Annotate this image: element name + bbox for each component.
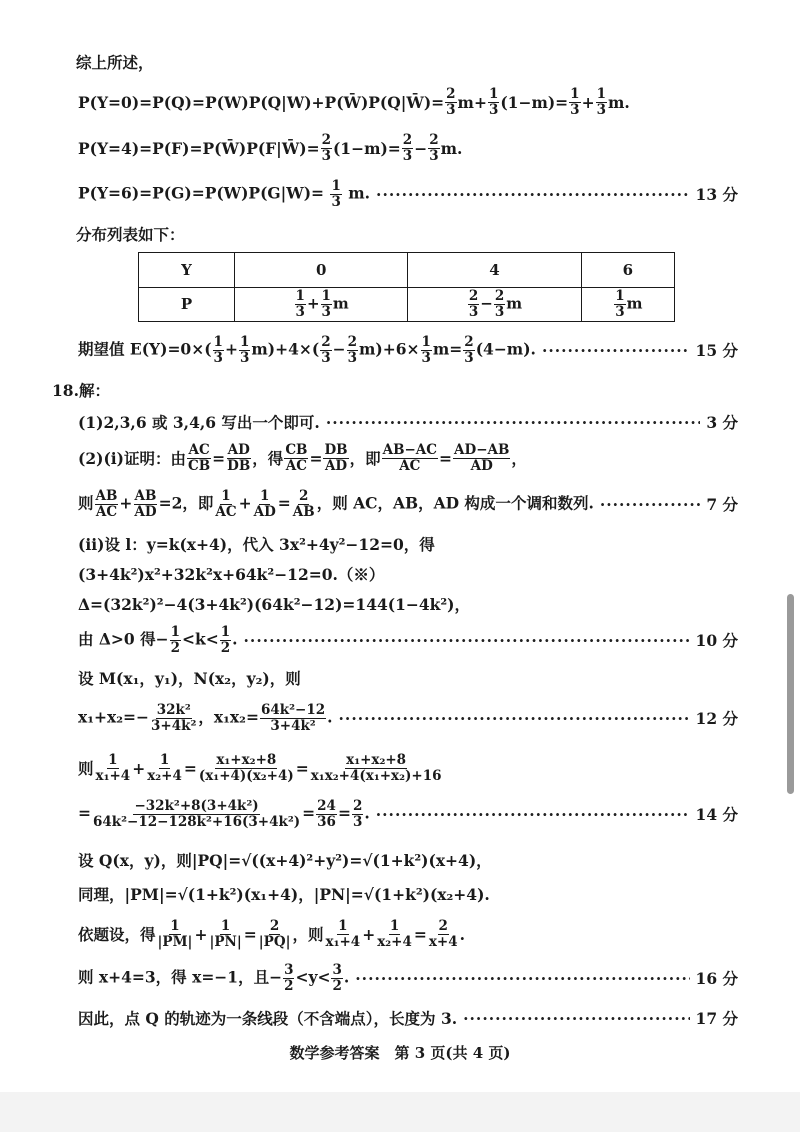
score-label: 15 分 (695, 341, 738, 360)
score-label: 7 分 (706, 495, 738, 514)
fraction: $\frac{1}{3}$ (596, 85, 606, 118)
score-label: 16 分 (695, 969, 738, 988)
conclusion-line: 因此，点 Q 的轨迹为一条线段（不含端点），长度为 3. ····· 17 分 (78, 998, 738, 1038)
harmonic-line: 则 $\frac{AB}{AC}$ + $\frac{AB}{AD}$ =2，即 $\frac{1}{AC}$ + $\frac{1}{AD}$ = $\frac{2}{AB}$ ，则 AC，AB，AD 构成一个调和数列. ····· 7 分 (78, 484, 738, 524)
score-label: 13 分 (695, 185, 738, 204)
p-y6-line: P(Y=6)=P(G)=P(W)P(G|W)= $\frac{1}{3}$ m. ····· 13 分 (78, 174, 738, 214)
sum-line-2: = $\frac{\text{−32k²+8(3+4k²)}}{\text{64k²−12−128k²+16(3+4k²)}}$ = $\frac{24}{36}$ = $\frac{2}{3}$ . ····· 14 分 (78, 794, 738, 834)
leader-dots (326, 413, 700, 432)
equation-star-line: (3+4k²)x²+32k²x+64k²−12=0.（※） (78, 565, 385, 584)
leader-dots (339, 709, 690, 728)
score-label: 17 分 (695, 1009, 738, 1028)
fraction: $\frac{1}{3}$ (488, 85, 499, 118)
leader-dots (542, 341, 690, 360)
pm-pn-line: 同理，|PM|=√(1+k²)(x₁+4)，|PN|=√(1+k²)(x₂+4). (78, 885, 490, 904)
fraction: $\frac{2}{3}$ (402, 131, 413, 164)
fraction: $\frac{2}{3}$ (446, 85, 456, 118)
delta-line: Δ=(32k²)²−4(3+4k²)(64k²−12)=144(1−4k²)， (78, 595, 471, 614)
distribution-table (138, 252, 675, 322)
summary-heading: 综上所述， (76, 53, 154, 72)
x-line: 则 x+4=3，得 x=−1，且− $\frac{3}{2}$ <y< $\frac{3}{2}$ . ····· 16 分 (78, 958, 738, 998)
score-label: 14 分 (695, 805, 738, 824)
p-y4-line: P(Y=4)=P(F)=P(W̄)P(F|W̄)= $\frac{2}{3}$ (1−m)= $\frac{2}{3}$ − $\frac{2}{3}$ m. (78, 131, 463, 164)
leader-dots (376, 805, 690, 824)
bottom-shade (0, 1092, 800, 1132)
scrollbar-thumb[interactable] (787, 594, 794, 794)
delta-condition-line: 由 Δ>0 得− $\frac{1}{2}$ <k< $\frac{1}{2}$ . ····· 10 分 (78, 620, 738, 660)
page-footer: 数学参考答案 第 3 页(共 4 页) (289, 1044, 511, 1062)
question-18-heading: 18.解： (52, 381, 110, 400)
p-y0-line: P(Y=0)=P(Q)=P(W)P(Q|W)+P(W̄)P(Q|W̄)= $\frac{2}{3}$ m+ $\frac{1}{3}$ (1−m)= $\frac{1}{3}$ + $\frac{1}{3}$ m. (78, 85, 630, 118)
vieta-line: x₁+x₂=− $\frac{\text{32k²}}{\text{3+4k²}}$ ，x₁x₂= $\frac{\text{64k²−12}}{\text{3+4k²}}$ . ····· 12 分 (78, 698, 738, 738)
table-row: Y 0 4 6 (139, 253, 675, 288)
set-mn-line: 设 M(x₁，y₁)，N(x₂，y₂)，则 (78, 669, 301, 688)
fraction: $\frac{2}{3}$ (321, 131, 331, 164)
table-heading: 分布列表如下： (76, 225, 185, 244)
part2ii-line: (ⅱ)设 l：y=k(x+4)，代入 3x²+4y²−12=0，得 (78, 535, 435, 554)
fraction: $\frac{1}{3}$ (331, 177, 341, 210)
table-cell: $\frac{1}{3}$ m (581, 287, 674, 322)
score-label: 3 分 (706, 413, 738, 432)
leader-dots (463, 1009, 689, 1028)
part2i-line: (2)(ⅰ)证明：由 $\frac{AC}{CB}$ = $\frac{AD}{DB}$ ，得 $\frac{CB}{AC}$ = $\frac{DB}{AD}$ ，即 $\frac{AB-AC}{AC}$ = $\frac{AD-AB}{AD}$ ， (78, 441, 527, 474)
pq-line: 设 Q(x，y)，则|PQ|=√((x+4)²+y²)=√(1+k²)(x+4)， (78, 851, 492, 870)
score-label: 12 分 (695, 709, 738, 728)
leader-dots (600, 495, 700, 514)
table-row: P $\frac{1}{3}$ + $\frac{1}{3}$ m $\frac{2}{3}$ − $\frac{2}{3}$ m $\frac{1}{3}$ m (139, 287, 675, 322)
leader-dots (355, 969, 689, 988)
leader-dots (244, 631, 690, 650)
fraction: $\frac{2}{3}$ (429, 131, 439, 164)
leader-dots (376, 185, 689, 204)
table-cell: $\frac{2}{3}$ − $\frac{2}{3}$ m (408, 287, 581, 322)
part1-line: (1)2,3,6 或 3,4,6 写出一个即可. ····· 3 分 (78, 402, 738, 442)
score-label: 10 分 (695, 631, 738, 650)
condition-line: 依题设，得 $\frac{1}{|PM|}$ + $\frac{1}{|PN|}$ = $\frac{2}{|PQ|}$ ，则 $\frac{1}{\text{x₁+4}}$ + $\frac{1}{\text{x₂+4}}$ = $\frac{2}{x+4}$ . (78, 917, 466, 950)
expectation-line: 期望值 E(Y)=0×( $\frac{1}{3}$ + $\frac{1}{3}$ m)+4×( $\frac{2}{3}$ − $\frac{2}{3}$ m)+6× $\frac{1}{3}$ m= $\frac{2}{3}$ (4−m). ····· 15 分 (78, 330, 738, 370)
sum-line: 则 $\frac{1}{\text{x₁+4}}$ + $\frac{1}{\text{x₂+4}}$ = $\frac{\text{x₁+x₂+8}}{\text{(x₁+4)(x₂+4)}}$ = $\frac{\text{x₁+x₂+8}}{\text{x₁x₂+4(x₁+x₂)+16}}$ (78, 751, 442, 784)
table-cell: $\frac{1}{3}$ + $\frac{1}{3}$ m (235, 287, 408, 322)
fraction: $\frac{1}{3}$ (570, 85, 580, 118)
